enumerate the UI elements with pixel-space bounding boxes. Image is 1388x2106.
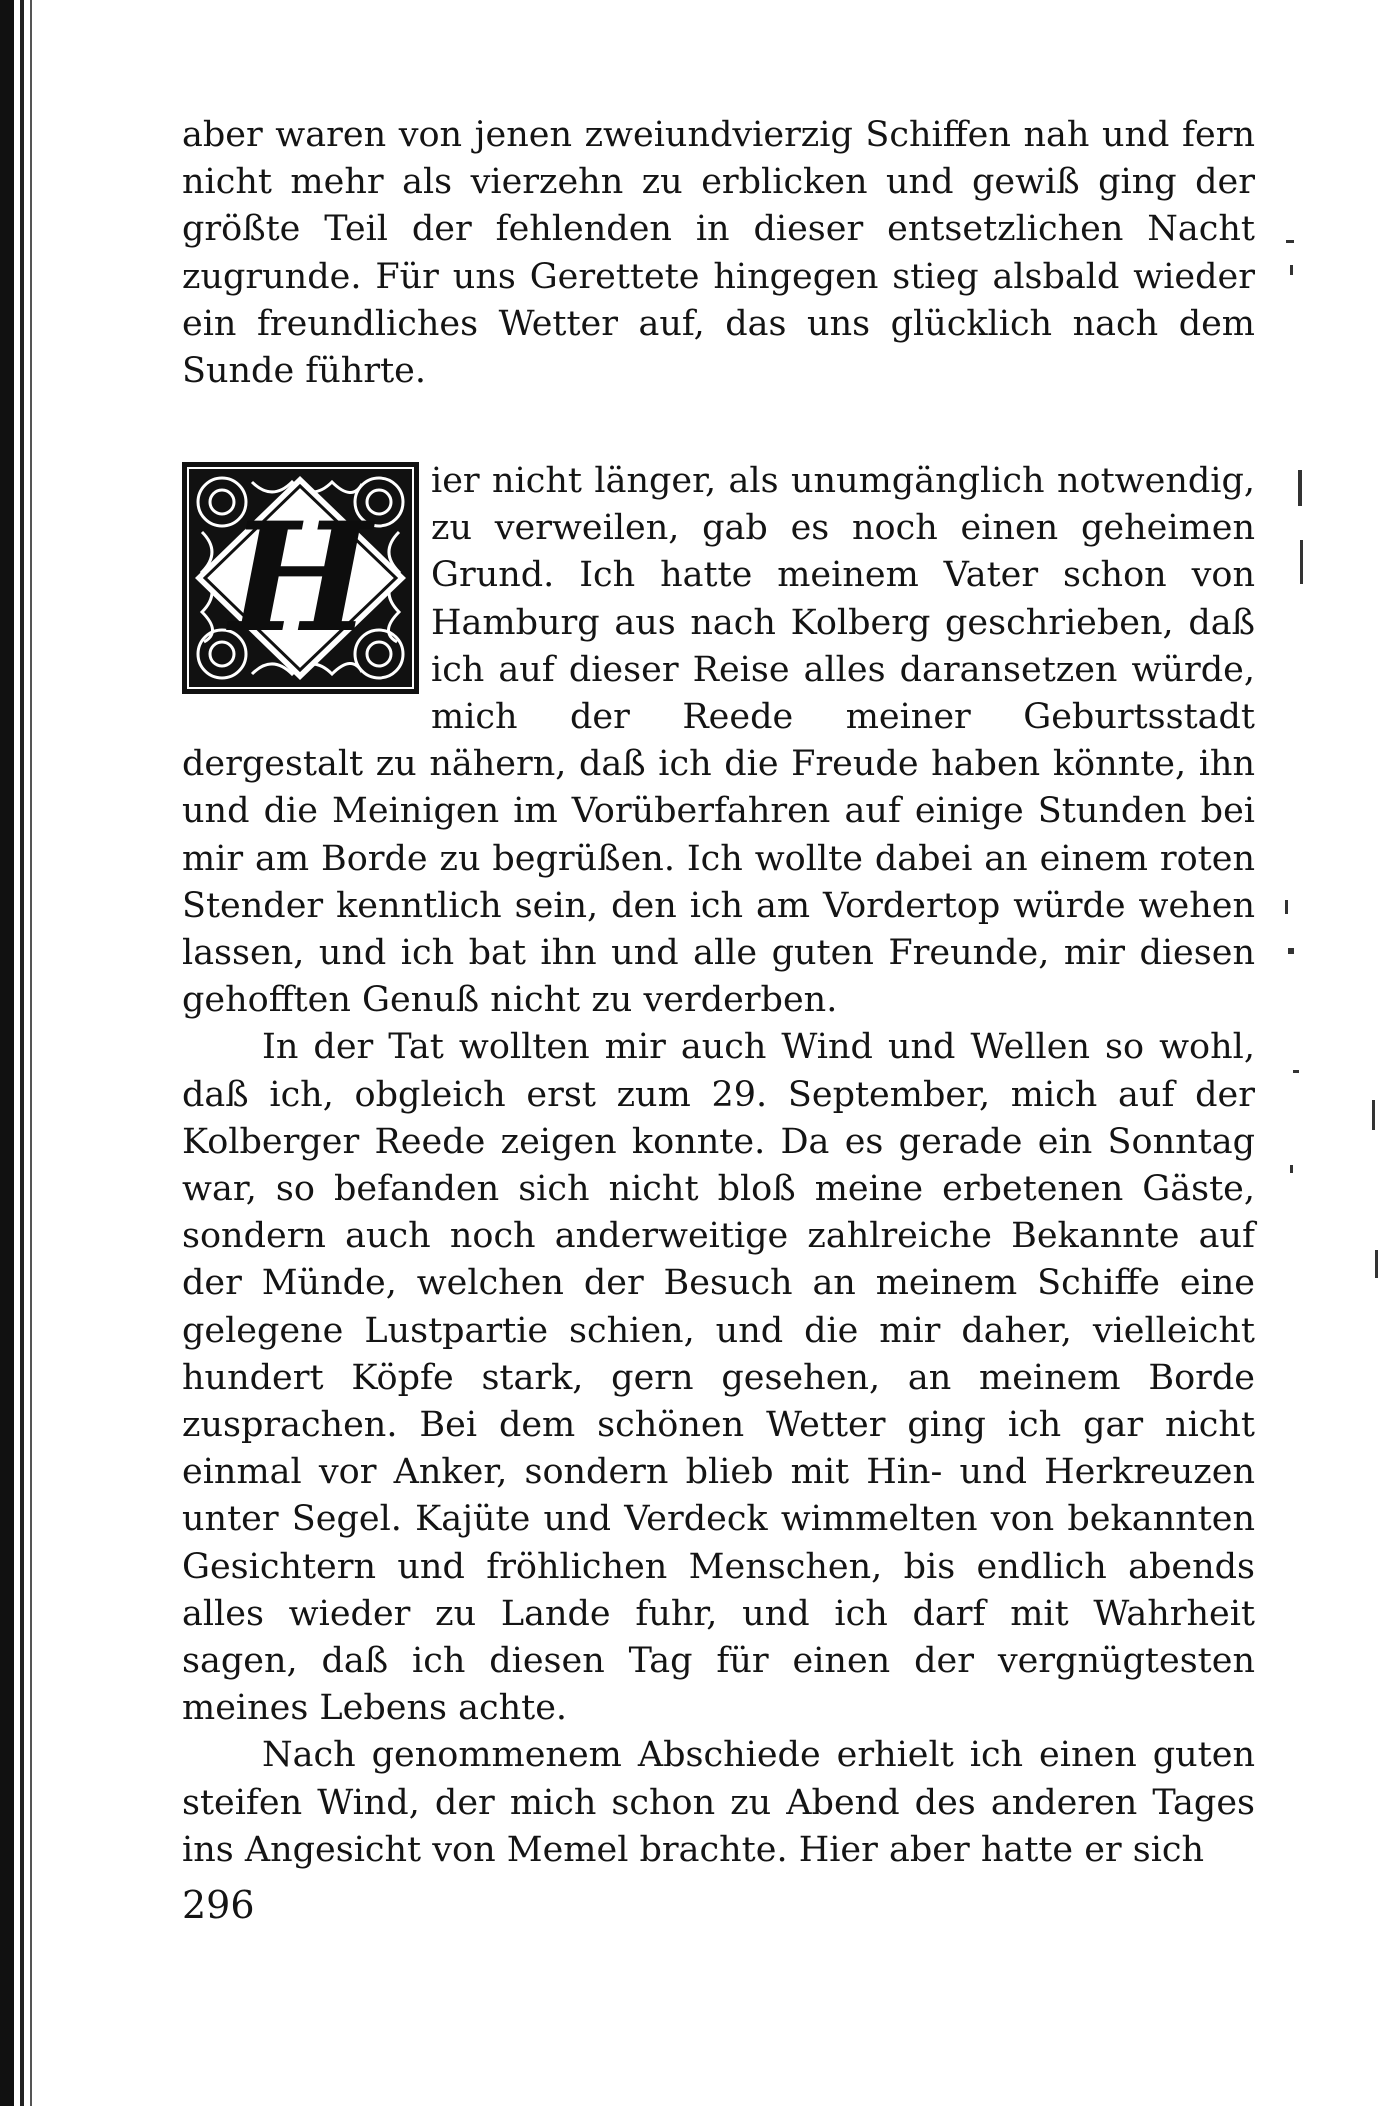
paragraph-continued: aber waren von jenen zweiundvierzig Schiffen nah und fern nicht mehr als vierzehn zu erblicken und gewiß ging der größte Teil der fehlenden in dieser entsetzlichen Nacht zugrunde. Für uns Gerettete hingegen stieg alsbald wieder ein freundliches Wetter auf, das uns glücklich nach dem Sunde führte. bbox=[182, 115, 1255, 392]
binding-edge-shadow bbox=[0, 0, 14, 2106]
scan-speck bbox=[1286, 240, 1294, 243]
paragraph-body: In der Tat wollten mir auch Wind und Wellen so wohl, daß ich, obgleich erst zum 29. September, mich auf der Kolberger Reede zeigen konnte. Da es gerade ein Sonntag war, so befanden sich nicht bloß meine erbetenen Gäste, sondern auch noch anderweitige zahlreiche Bekannte auf der Münde, welchen der Besuch an meinem Schiffe eine gelegene Lustpartie schien, und die mir daher, vielleicht hundert Köpfe stark, gern gesehen, an meinem Borde zusprachen. Bei dem schönen Wetter ging ich gar nicht einmal vor Anker, sondern blieb mit Hin- und Herkreuzen unter Segel. Kajüte und Verdeck wimmelten von bekannten Gesichtern und fröhlichen Menschen, bis endlich abends alles wieder zu Lande fuhr, und ich darf mit Wahrheit sagen, daß ich diesen Tag für einen der vergnügtesten meines Lebens achte. bbox=[182, 1027, 1255, 1729]
text-block-top bbox=[182, 112, 1255, 395]
scan-speck bbox=[1290, 1165, 1293, 1173]
decorated-initial bbox=[182, 462, 419, 702]
scan-speck bbox=[1298, 470, 1302, 506]
paragraph-body: Nach genommenem Abschiede erhielt ich einen guten steifen Wind, der mich schon zu Abend des anderen Tages ins Angesicht von Memel brachte. Hier aber hatte er sich bbox=[182, 1735, 1255, 1870]
scan-speck bbox=[1375, 1250, 1378, 1278]
scan-speck bbox=[1300, 540, 1303, 584]
scan-speck bbox=[1290, 265, 1293, 275]
page-number: 296 bbox=[182, 1883, 255, 1927]
scan-speck bbox=[1293, 1070, 1299, 1073]
scan-speck bbox=[1288, 948, 1294, 954]
binding-edge-line bbox=[20, 0, 24, 2106]
paragraph-initial-text: ier nicht länger, als unumgänglich notwendig, zu verweilen, gab es noch einen geheimen Grund. Ich hatte meinem Vater schon von Hamburg aus nach Kolberg geschrieben, daß ich auf dieser Reise alles daransetzen würde, mich der Reede meiner Geburtsstadt dergestalt zu nähern, daß ich die Freude haben könnte, ihn und die Meinigen im Vorüberfahren auf einige Stunden bei mir am Borde zu begrüßen. Ich wollte dabei an einem roten Stender kenntlich sein, den ich am Vordertop würde wehen lassen, und ich bat ihn und alle guten Freunde, mir diesen gehofften Genuß nicht zu verderben. bbox=[182, 461, 1255, 1021]
scan-speck bbox=[1285, 900, 1288, 914]
text-block-main bbox=[182, 458, 1255, 1874]
binding-edge-line-secondary bbox=[30, 0, 32, 2106]
paragraph-with-initial bbox=[182, 458, 1255, 1024]
initial-letter: H bbox=[229, 490, 372, 666]
scan-speck bbox=[1372, 1100, 1375, 1130]
